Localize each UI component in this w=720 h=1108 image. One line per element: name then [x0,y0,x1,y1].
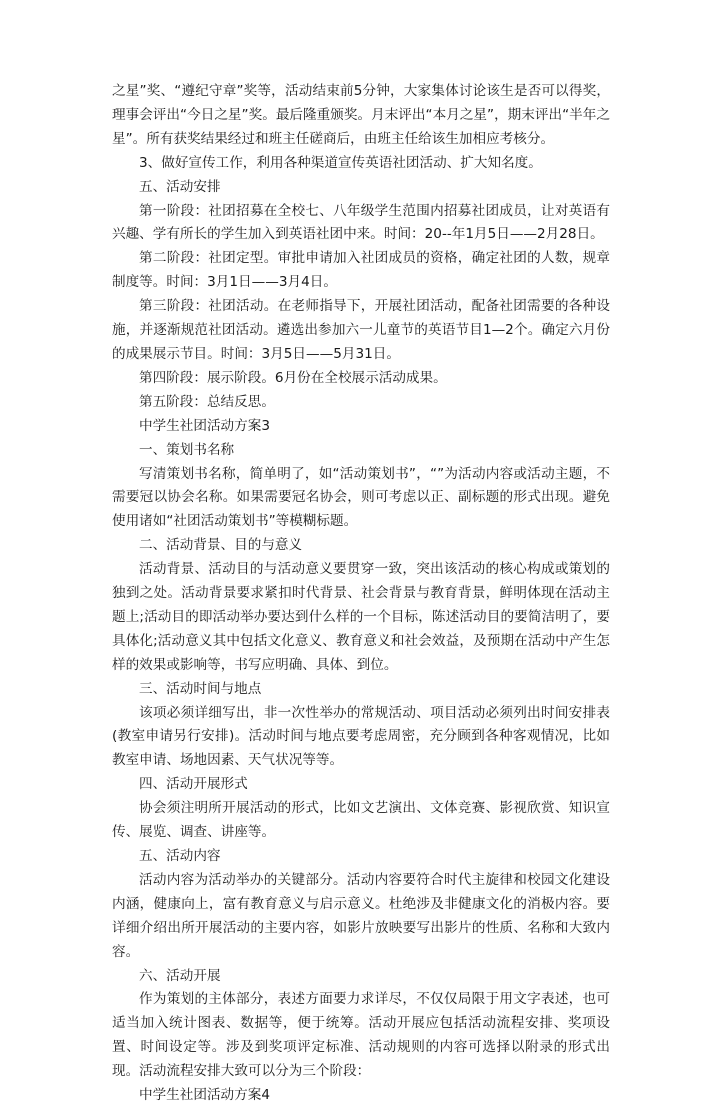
paragraph: 写清策划书名称，简单明了，如“活动策划书”，“”为活动内容或活动主题，不需要冠以协会名称。如果需要冠名协会，则可考虑以正、副标题的形式出现。避免使用诸如“社团活动策划书”等模糊标题。 [112,465,610,530]
section-heading: 三、活动时间与地点 [139,680,262,697]
document-title: 中学生社团活动方案4 [139,1087,270,1104]
paragraph: 活动背景、活动目的与活动意义要贯穿一致，突出该活动的核心构成或策划的独到之处。活动背景要求紧扣时代背景、社会背景与教育背景，鲜明体现在活动主题上;活动目的即活动举办要达到什么样的一个目标，陈述活动目的要简洁明了，要具体化;活动意义其中包括文化意义、教育意义和社会效益，及预期在活动中产生怎样的效果或影响等，书写应明确、具体、到位。 [112,561,610,673]
section-heading: 五、活动安排 [139,178,221,195]
section-heading: 四、活动开展形式 [139,776,248,793]
section-heading: 二、活动背景、目的与意义 [139,537,303,554]
section-heading: 五、活动内容 [139,848,221,864]
document-title: 中学生社团活动方案3 [139,417,270,434]
paragraph: 第四阶段：展示阶段。6月份在全校展示活动成果。 [139,369,447,386]
section-heading: 六、活动开展 [139,967,221,984]
paragraph: 第一阶段：社团招募在全校七、八年级学生范围内招募社团成员，让对英语有兴趣、学有所长的学生加入到英语社团中来。时间：20--年1月5日——2月28日。 [112,202,610,243]
paragraph: 该项必须详细写出，非一次性举办的常规活动、项目活动必须列出时间安排表(教室申请另行安排)。活动时间与地点要考虑周密，充分顾到各种客观情况，比如教室申请、场地因素、天气状况等等。 [112,704,610,769]
paragraph: 之星”奖、“遵纪守章”奖等，活动结束前5分钟，大家集体讨论该生是否可以得奖，理事会评出“今日之星”奖。最后隆重颁奖。月末评出“本月之星”，期末评出“半年之星”。所有获奖结果经过和班主任磋商后，由班主任给该生加相应考核分。 [112,83,610,147]
paragraph: 作为策划的主体部分，表述方面要力求详尽，不仅仅局限于用文字表述，也可适当加入统计图表、数据等，便于统筹。活动开展应包括活动流程安排、奖项设置、时间设定等。涉及到奖项评定标准、活动规则的内容可选择以附录的形式出现。活动流程安排大致可以分为三个阶段： [112,991,610,1080]
paragraph: 第二阶段：社团定型。审批申请加入社团成员的资格，确定社团的人数，规章制度等。时间：3月1日——3月4日。 [112,250,610,291]
paragraph: 活动内容为活动举办的关键部分。活动内容要符合时代主旋律和校园文化建设内涵，健康向上，富有教育意义与启示意义。杜绝涉及非健康文化的消极内容。要详细介绍出所开展活动的主要内容，如影片放映要写出影片的性质、名称和大致内容。 [112,871,610,960]
paragraph: 3、做好宣传工作，利用各种渠道宣传英语社团活动、扩大知名度。 [139,154,542,171]
paragraph: 第五阶段：总结反思。 [139,393,275,410]
section-heading: 一、策划书名称 [139,441,235,458]
paragraph: 协会须注明所开展活动的形式，比如文艺演出、文体竞赛、影视欣赏、知识宣传、展览、调查、讲座等。 [112,800,610,841]
paragraph: 第三阶段：社团活动。在老师指导下，开展社团活动，配备社团需要的各种设施，并逐渐规范社团活动。遴选出参加六一儿童节的英语节目1—2个。确定六月份的成果展示节目。时间：3月5日——5月31日。 [112,298,610,362]
document-body [112,80,610,1108]
